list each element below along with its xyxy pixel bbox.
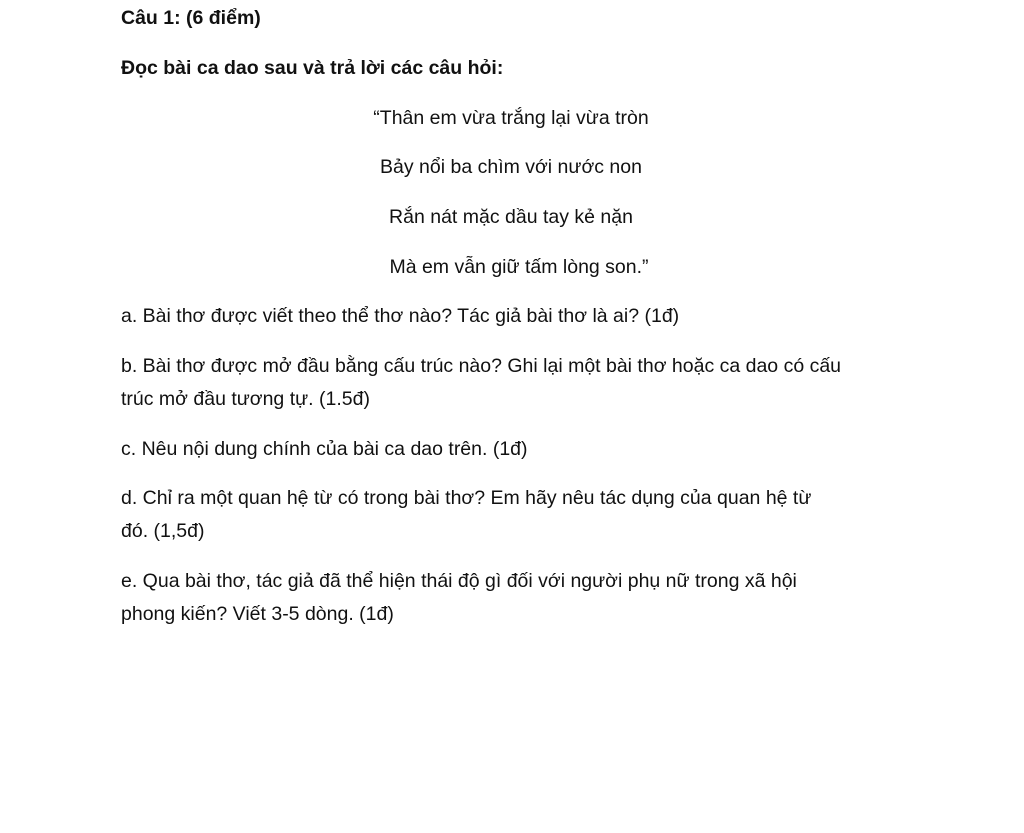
question-heading: Câu 1: (6 điểm) (121, 7, 261, 29)
question-d-line-2: đó. (1,5đ) (121, 520, 205, 542)
poem-line-2: Bảy nổi ba chìm với nước non (380, 156, 642, 178)
poem-line-4: Mà em vẫn giữ tấm lòng son.” (389, 256, 649, 278)
question-a-line-1: a. Bài thơ được viết theo thể thơ nào? Tác giả bài thơ là ai? (1đ) (121, 305, 680, 327)
question-c-line-1: c. Nêu nội dung chính của bài ca dao trên. (1đ) (121, 438, 528, 460)
poem-line-1: “Thân em vừa trắng lại vừa tròn (373, 107, 649, 129)
poem-line-3: Rắn nát mặc dầu tay kẻ nặn (389, 206, 633, 228)
question-b-line-1: b. Bài thơ được mở đầu bằng cấu trúc nào? Ghi lại một bài thơ hoặc ca dao có cấu (121, 355, 842, 377)
question-b-line-2: trúc mở đầu tương tự. (1.5đ) (121, 388, 370, 410)
question-e-line-2: phong kiến? Viết 3-5 dòng. (1đ) (121, 603, 394, 625)
question-e-line-1: e. Qua bài thơ, tác giả đã thể hiện thái độ gì đối với người phụ nữ trong xã hội (121, 570, 797, 592)
instruction-text: Đọc bài ca dao sau và trả lời các câu hỏi: (121, 57, 504, 79)
question-d-line-1: d. Chỉ ra một quan hệ từ có trong bài thơ? Em hãy nêu tác dụng của quan hệ từ (121, 487, 812, 509)
